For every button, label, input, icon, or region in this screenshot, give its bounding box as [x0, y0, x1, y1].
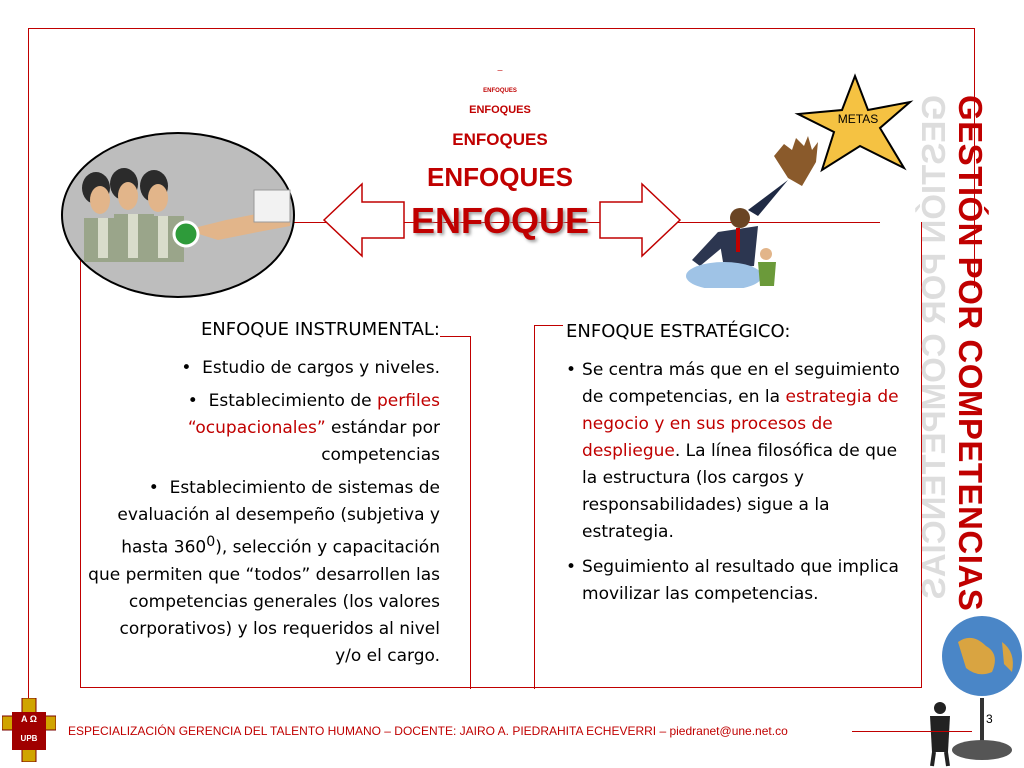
title-level-4: ENFOQUES: [427, 162, 573, 192]
footer-rule: [852, 731, 972, 732]
title-level-0: —: [497, 68, 503, 74]
strategic-heading: ENFOQUE ESTRATÉGICO:: [566, 321, 791, 342]
page-number: 3: [986, 712, 993, 726]
frame-left-line: [28, 28, 29, 700]
instrumental-bullet-2: • Establecimiento de perfiles “ocupacionales” estándar por competencias: [187, 391, 440, 465]
side-title: GESTIÓN POR COMPETENCIAS: [952, 95, 989, 612]
instrumental-bullet-1: • Estudio de cargos y niveles.: [181, 358, 440, 378]
title-level-3: ENFOQUES: [452, 130, 548, 149]
right-column-bracket: [534, 325, 563, 689]
strategic-column: [566, 318, 906, 608]
instrumental-column: [88, 316, 440, 676]
upb-logo-label: UPB: [20, 734, 38, 743]
side-title-wrapper: [915, 95, 1000, 612]
cross-icon: [2, 698, 56, 762]
title-level-1: ENFOQUES: [483, 88, 517, 94]
left-column-bracket: [440, 336, 471, 689]
strategic-bullet-2: • Seguimiento al resultado que implica movilizar las competencias.: [566, 557, 899, 604]
right-arrow-icon: [598, 182, 682, 258]
frame-top-line: [28, 28, 975, 29]
globe-illustration: [920, 612, 1024, 768]
strategic-bullet-1: • Se centra más que en el seguimiento de competencias, en la estrategia de negocio y en sus procesos de despliegue. La línea filosófica de que la estructura (los cargos y responsabilidades) sigue a la estrategia.: [566, 360, 900, 542]
main-title: ENFOQUE: [410, 200, 589, 241]
title-level-2: ENFOQUES: [469, 104, 531, 116]
metas-label: METAS: [837, 112, 879, 126]
footer-text: ESPECIALIZACIÓN GERENCIA DEL TALENTO HUMANO – DOCENTE: JAIRO A. PIEDRAHITA ECHEVERRI – piedranet@une.net.co: [68, 724, 788, 738]
reaching-man-illustration: [684, 136, 834, 288]
upb-logo: [2, 698, 56, 762]
upb-logo-symbols: A Ω: [21, 714, 37, 724]
instrumental-bullet-3: • Establecimiento de sistemas de evaluación al desempeño (subjetiva y hasta $360^0$), selección y capacitación que permiten que “todos” desarrollen las competencias generales (los valores corporativos) y los requeridos al nivel y/o el cargo.: [88, 478, 440, 666]
instrumental-heading: ENFOQUE INSTRUMENTAL:: [200, 319, 440, 340]
left-arrow-icon: [322, 182, 406, 258]
side-title-reflection: GESTIÓN POR COMPETENCIAS: [915, 95, 952, 600]
